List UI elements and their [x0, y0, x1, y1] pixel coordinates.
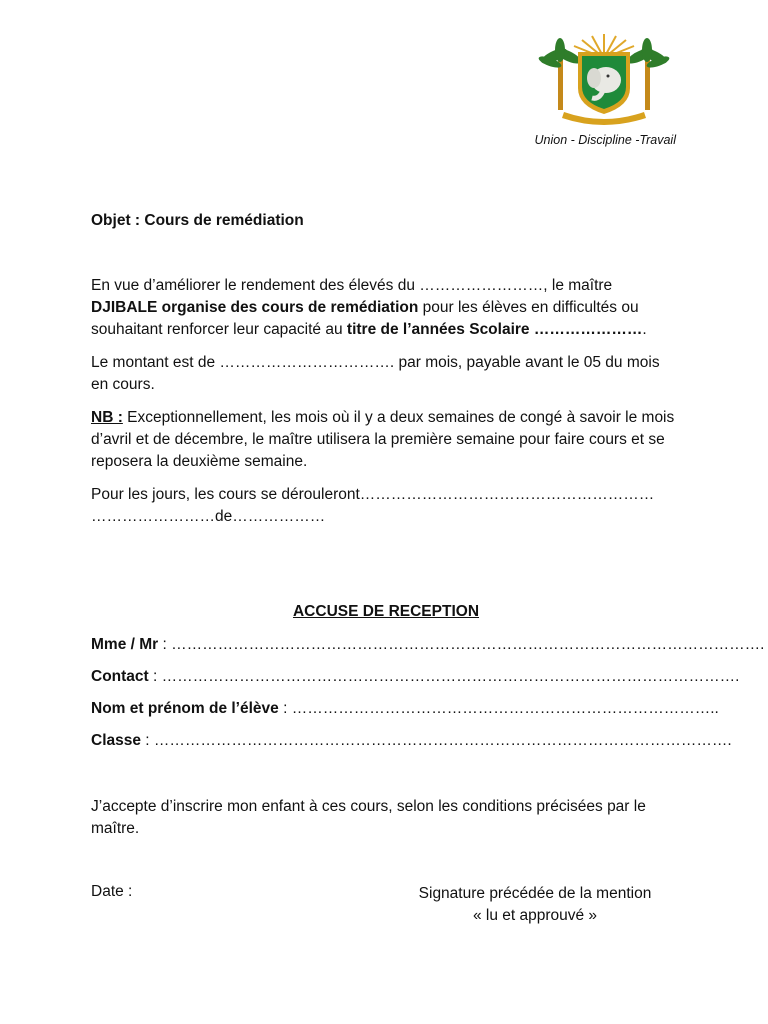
field-class	[91, 732, 732, 750]
field-dots: ………………………………………………………………………………………………….	[161, 668, 740, 685]
field-dots: …………………………………………………………………………………………………….	[171, 636, 765, 653]
national-motto: Union - Discipline -Travail	[534, 133, 676, 147]
nb-paragraph	[91, 407, 681, 473]
teacher-organizes-bold: DJIBALE organise des cours de remédiation	[91, 299, 419, 316]
field-parent-name	[91, 636, 765, 654]
schedule-paragraph	[91, 484, 681, 528]
amount-paragraph: Le montant est de ……………………………. par mois, payable avant le 05 du mois en cours.	[91, 354, 660, 393]
receipt-title: ACCUSE DE RECEPTION	[292, 603, 480, 620]
field-separator: :	[158, 636, 172, 653]
school-year-bold: titre de l’années Scolaire …………………	[346, 321, 643, 338]
field-separator: :	[148, 668, 162, 685]
field-label: Mme / Mr	[91, 636, 159, 653]
field-student-name	[91, 700, 719, 718]
field-contact	[91, 668, 740, 686]
object-line: Objet : Cours de remédiation	[91, 212, 304, 229]
intro-paragraph	[91, 275, 681, 341]
field-separator: :	[278, 700, 292, 717]
acceptance-paragraph: J’accepte d’inscrire mon enfant à ces cours, selon les conditions précisées par le maître.	[91, 798, 646, 837]
nb-label: NB :	[91, 409, 123, 426]
signature-line-2: « lu et approuvé »	[472, 907, 598, 924]
intro-text-1: En vue d’améliorer le rendement des élevés du ……………………, le maître	[91, 277, 613, 294]
intro-text-2: pour les élèves en difficultés ou souhaitant renforcer leur capacité au	[91, 299, 639, 338]
schedule-line-1: Pour les jours, les cours se dérouleront…………………………………………………	[91, 486, 655, 503]
coat-of-arms-emblem-icon	[534, 28, 674, 124]
field-label: Classe	[91, 732, 141, 749]
schedule-line-2: ……………………de………………	[91, 508, 326, 525]
signature-line-1: Signature précédée de la mention	[418, 885, 652, 902]
field-label: Contact	[91, 668, 149, 685]
date-label: Date :	[91, 883, 133, 900]
intro-text-end: .	[642, 321, 647, 338]
field-separator: :	[140, 732, 154, 749]
nb-text: Exceptionnellement, les mois où il y a deux semaines de congé à savoir le mois d’avril et de décembre, le maître utilisera la première semaine pour faire cours et se reposera la deuxième semaine.	[91, 409, 675, 470]
signature-block	[400, 883, 670, 927]
field-dots: ………………………………………………………………………………………………….	[153, 732, 732, 749]
field-label: Nom et prénom de l’élève	[91, 700, 279, 717]
field-dots: ………………………………………………………………………..	[291, 700, 719, 717]
